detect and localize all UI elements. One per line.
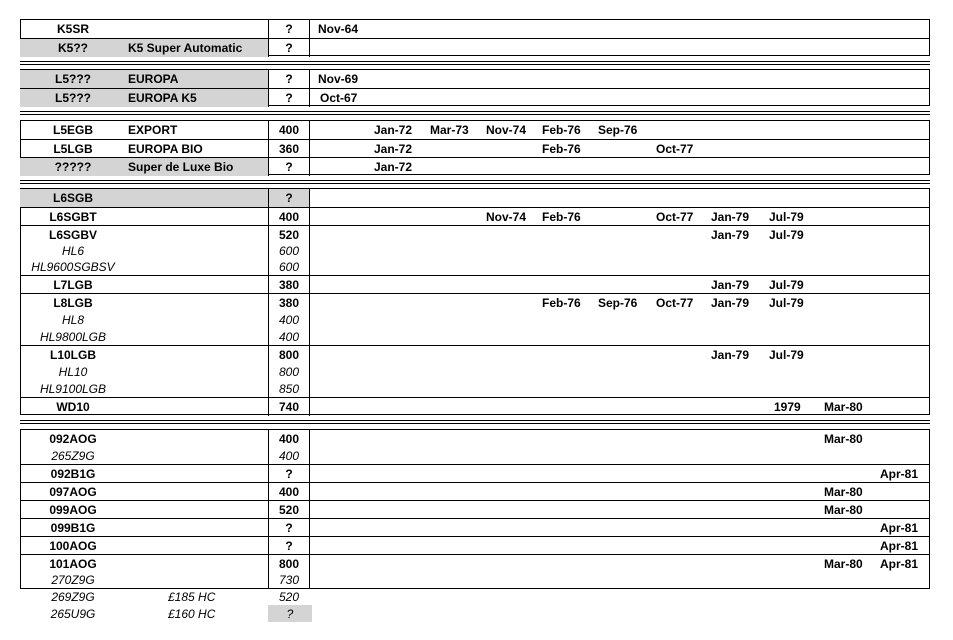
table-row <box>20 430 930 448</box>
date-cell: Jan-79 <box>711 348 750 362</box>
table-row <box>20 259 930 275</box>
model-code: L10LGB <box>49 348 96 362</box>
model-number: 520 <box>278 590 300 604</box>
date-cell: Mar-73 <box>430 123 469 137</box>
date-cell: Nov-74 <box>486 123 527 137</box>
section-divider <box>20 420 930 424</box>
footer-row <box>20 605 930 622</box>
model-code: L5EGB <box>52 123 93 137</box>
date-cell: Apr-81 <box>880 521 919 535</box>
model-number: 400 <box>268 430 310 448</box>
model-number: 800 <box>268 363 310 380</box>
model-number: ? <box>268 189 310 207</box>
model-code: 270Z9G <box>51 573 95 587</box>
model-code: 101AOG <box>49 557 97 571</box>
table-row <box>20 448 930 464</box>
model-number: ? <box>268 89 310 107</box>
date-cell: Nov-74 <box>486 210 527 224</box>
table-row <box>20 500 930 519</box>
date-cell: Jan-79 <box>711 278 750 292</box>
table-row <box>20 345 930 364</box>
date-cell: Nov-64 <box>318 22 359 36</box>
section-divider <box>20 61 930 65</box>
model-code: K5SR <box>56 22 89 36</box>
model-number: 730 <box>268 572 310 588</box>
model-code: L6SGBT <box>49 210 97 224</box>
model-number: ? <box>268 158 310 176</box>
table-row <box>20 518 930 537</box>
date-cell: Sep-76 <box>598 123 638 137</box>
model-code: 265Z9G <box>51 449 95 463</box>
model-number: 400 <box>268 483 310 501</box>
model-number: ? <box>268 605 312 622</box>
date-cell: Jan-72 <box>374 160 413 174</box>
model-code: L5??? <box>55 91 91 105</box>
table-row <box>20 139 930 158</box>
model-number: 740 <box>268 398 310 416</box>
date-cell: Jul-79 <box>769 348 804 362</box>
date-cell: Jul-79 <box>769 228 804 242</box>
date-cell: Nov-69 <box>318 72 359 86</box>
table-row <box>20 536 930 555</box>
table-row <box>20 275 930 294</box>
date-cell: Feb-76 <box>542 142 581 156</box>
model-number: ? <box>268 465 310 483</box>
model-code: L6SGBV <box>48 228 97 242</box>
date-cell: Feb-76 <box>542 123 581 137</box>
table-row <box>20 293 930 312</box>
model-name: EXPORT <box>128 123 178 137</box>
table-row <box>20 20 930 38</box>
model-number: 400 <box>268 121 310 139</box>
footer-row <box>20 589 930 605</box>
model-number: ? <box>268 39 310 57</box>
model-code: L6SGB <box>52 191 93 205</box>
price-note: £160 HC <box>168 606 216 621</box>
date-cell: Mar-80 <box>824 400 863 414</box>
model-code: 092B1G <box>50 467 96 481</box>
model-code: 099AOG <box>49 503 97 517</box>
model-code: L5??? <box>55 72 91 86</box>
model-number: 850 <box>268 380 310 397</box>
model-code: L8LGB <box>53 296 93 310</box>
model-code: 097AOG <box>49 485 97 499</box>
table-row <box>20 482 930 501</box>
date-cell: Oct-77 <box>656 142 694 156</box>
table-row <box>20 380 930 397</box>
date-cell: Feb-76 <box>542 296 581 310</box>
model-number: 400 <box>268 448 310 464</box>
date-cell: Apr-81 <box>880 467 919 481</box>
model-name: EUROPA K5 <box>128 91 197 105</box>
table-row <box>20 243 930 259</box>
model-number: 800 <box>268 346 310 364</box>
model-code: 100AOG <box>49 539 97 553</box>
date-cell: Apr-81 <box>880 557 919 571</box>
model-code: HL8 <box>61 312 84 327</box>
model-number: 360 <box>268 140 310 158</box>
table-row <box>20 157 930 176</box>
model-number: 400 <box>268 311 310 328</box>
model-number: 520 <box>268 501 310 519</box>
price-note: £185 HC <box>168 590 216 604</box>
model-code: 265U9G <box>50 606 96 621</box>
model-code: WD10 <box>56 400 90 414</box>
table-row <box>20 225 930 244</box>
model-number: 800 <box>268 555 310 573</box>
model-code: K5?? <box>58 41 88 55</box>
model-number: 400 <box>268 208 310 226</box>
date-cell: Mar-80 <box>824 557 863 571</box>
section-divider <box>20 180 930 184</box>
model-number: 380 <box>268 276 310 294</box>
model-code: HL9100LGB <box>39 381 107 396</box>
model-number: ? <box>268 20 310 38</box>
section-divider <box>20 111 930 115</box>
model-name: K5 Super Automatic <box>128 41 243 55</box>
model-code: HL10 <box>58 364 88 379</box>
table-row <box>20 572 930 588</box>
table-row <box>20 464 930 483</box>
model-number: 400 <box>268 328 310 345</box>
table-row <box>20 363 930 380</box>
date-cell: Feb-76 <box>542 210 581 224</box>
date-cell: Jan-79 <box>711 228 750 242</box>
model-code: 269Z9G <box>51 590 95 604</box>
model-name: Super de Luxe Bio <box>128 160 234 174</box>
model-code: 099B1G <box>50 521 96 535</box>
date-cell: Jan-72 <box>374 142 413 156</box>
date-cell: Oct-77 <box>656 210 694 224</box>
table-row <box>20 554 930 573</box>
table-row <box>20 70 930 88</box>
table-row <box>20 38 930 57</box>
model-code: 092AOG <box>49 432 97 446</box>
model-code: HL6 <box>61 244 84 258</box>
date-cell: Jan-79 <box>711 210 750 224</box>
date-cell: Jan-79 <box>711 296 750 310</box>
model-number: 520 <box>268 226 310 244</box>
date-cell: Jul-79 <box>769 278 804 292</box>
table-row <box>20 207 930 226</box>
model-number: 600 <box>268 243 310 259</box>
date-cell: Jul-79 <box>769 296 804 310</box>
model-code: HL9600SGBSV <box>31 260 115 274</box>
model-code: L7LGB <box>53 278 93 292</box>
date-cell: Mar-80 <box>824 503 863 517</box>
table-row <box>20 311 930 328</box>
table-row <box>20 121 930 139</box>
model-code: ????? <box>54 160 92 174</box>
date-cell: 1979 <box>774 400 801 414</box>
date-cell: Sep-76 <box>598 296 638 310</box>
model-code: L5LGB <box>53 142 93 156</box>
model-name: EUROPA BIO <box>128 142 203 156</box>
model-name: EUROPA <box>128 72 179 86</box>
date-cell: Mar-80 <box>824 485 863 499</box>
date-cell: Jul-79 <box>769 210 804 224</box>
model-number: ? <box>268 519 310 537</box>
date-cell: Oct-77 <box>656 296 694 310</box>
model-number: ? <box>268 537 310 555</box>
model-code: HL9800LGB <box>39 329 107 344</box>
model-number: 380 <box>268 294 310 312</box>
date-cell: Jan-72 <box>374 123 413 137</box>
date-cell: Oct-67 <box>320 91 358 105</box>
model-number: 600 <box>268 259 310 275</box>
table-row <box>20 189 930 207</box>
table-row <box>20 397 930 416</box>
date-cell: Apr-81 <box>880 539 919 553</box>
table-row <box>20 88 930 107</box>
model-number: ? <box>268 70 310 88</box>
date-cell: Mar-80 <box>824 432 863 446</box>
table-row <box>20 328 930 345</box>
